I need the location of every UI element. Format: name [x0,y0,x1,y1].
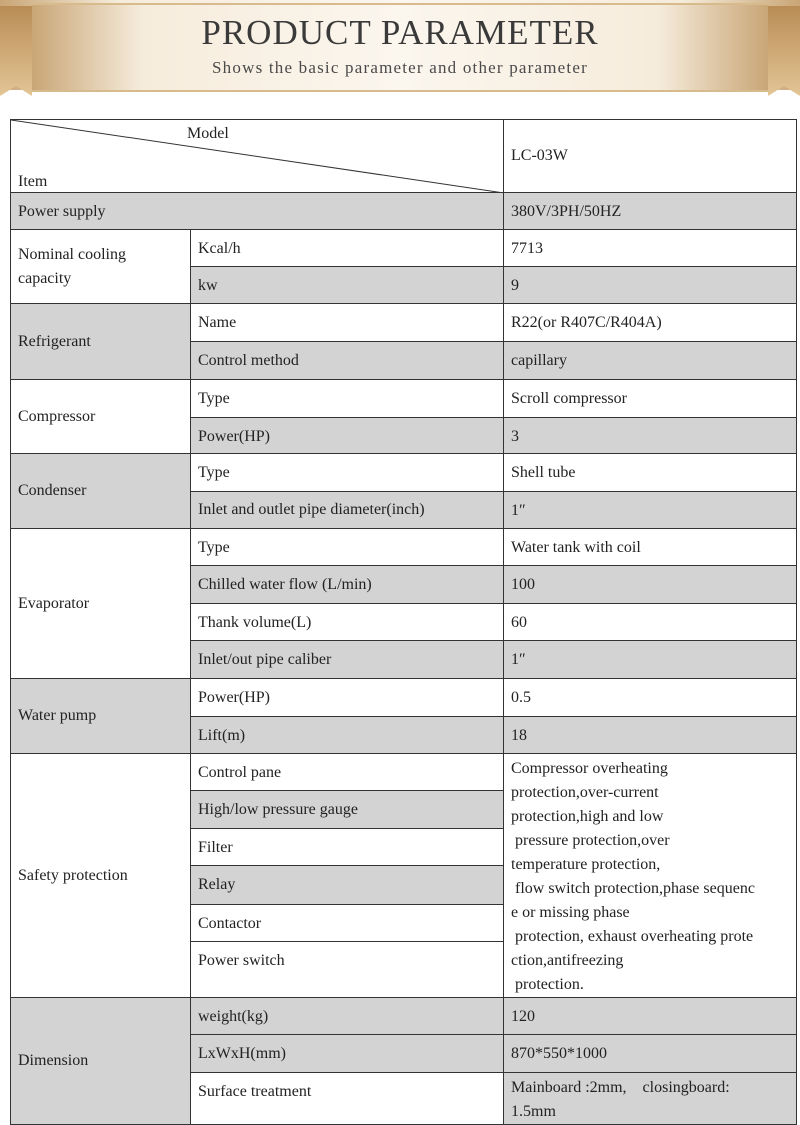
safety-item: Control pane [191,754,504,791]
safety-line: temperature protection, [511,856,661,873]
table-row [11,454,797,492]
parameter-table [10,119,797,1125]
safety-line: protection,high and low [511,808,664,825]
water-pump-key: Lift(m) [191,717,504,754]
safety-line: protection. [511,976,584,993]
water-pump-label: Water pump [11,679,191,754]
water-pump-value: 18 [504,717,797,754]
safety-line: protection, exhaust overheating prote [511,928,754,945]
refrigerant-value: capillary [504,342,797,380]
evaporator-label: Evaporator [11,529,191,679]
refrigerant-key: Control method [191,342,504,380]
condenser-label: Condenser [11,454,191,529]
refrigerant-value: R22(or R407C/R404A) [504,304,797,342]
dimension-key: Surface treatment [191,1073,504,1125]
condenser-key: Inlet and outlet pipe diameter(inch) [191,492,504,529]
cooling-key: Kcal/h [191,230,504,267]
evaporator-key: Type [191,529,504,566]
safety-item: Contactor [191,904,504,941]
cooling-value: 9 [504,267,797,304]
header-row [11,120,797,193]
evaporator-key: Chilled water flow (L/min) [191,566,504,604]
condenser-key: Type [191,454,504,492]
table-row [11,380,797,418]
table-row [11,529,797,566]
cooling-key: kw [191,267,504,304]
power-supply-row [11,193,797,230]
item-label: Item [18,173,48,190]
safety-label: Safety protection [11,754,191,998]
safety-line: protection,over-current [511,784,659,801]
banner [0,0,800,100]
evaporator-value: 60 [504,604,797,641]
compressor-value: 3 [504,418,797,454]
surface-treatment-line: Mainboard :2mm, closingboard: [511,1079,730,1096]
safety-line: pressure protection,over [511,832,670,849]
safety-description [504,754,797,998]
refrigerant-key: Name [191,304,504,342]
dimension-value: 120 [504,998,797,1035]
dimension-key: LxWxH(mm) [191,1035,504,1073]
dimension-value [504,1073,797,1125]
table-row [11,998,797,1035]
water-pump-key: Power(HP) [191,679,504,717]
safety-item: High/low pressure gauge [191,791,504,828]
safety-line: e or missing phase [511,904,630,921]
evaporator-value: Water tank with coil [504,529,797,566]
evaporator-key: Inlet/out pipe caliber [191,641,504,679]
table-row [11,230,797,267]
compressor-value: Scroll compressor [504,380,797,418]
condenser-value: 1″ [504,492,797,529]
diagonal-line [11,120,504,193]
safety-line: flow switch protection,phase sequenc [511,880,755,897]
header-diagonal-cell [11,120,504,193]
safety-item: Power switch [191,942,504,998]
cooling-label: Nominal cooling capacity [11,230,191,304]
compressor-label: Compressor [11,380,191,454]
safety-line: ction,antifreezing [511,952,624,969]
cooling-value: 7713 [504,230,797,267]
model-label: Model [187,125,229,142]
condenser-value: Shell tube [504,454,797,492]
safety-line: Compressor overheating [511,760,668,777]
safety-item: Filter [191,828,504,865]
dimension-label: Dimension [11,998,191,1125]
table-row [11,754,797,791]
water-pump-value: 0.5 [504,679,797,717]
power-supply-label: Power supply [11,193,504,230]
compressor-key: Power(HP) [191,418,504,454]
surface-treatment-line: 1.5mm [511,1103,556,1120]
power-supply-value: 380V/3PH/50HZ [504,193,797,230]
dimension-value: 870*550*1000 [504,1035,797,1073]
dimension-key: weight(kg) [191,998,504,1035]
compressor-key: Type [191,380,504,418]
safety-item: Relay [191,866,504,904]
evaporator-key: Thank volume(L) [191,604,504,641]
table-row [11,679,797,717]
banner-subtitle: Shows the basic parameter and other parameter [212,58,588,77]
evaporator-value: 1″ [504,641,797,679]
banner-title: PRODUCT PARAMETER [201,13,599,52]
model-value: LC-03W [504,120,797,193]
refrigerant-label: Refrigerant [11,304,191,380]
table-row [11,304,797,342]
evaporator-value: 100 [504,566,797,604]
